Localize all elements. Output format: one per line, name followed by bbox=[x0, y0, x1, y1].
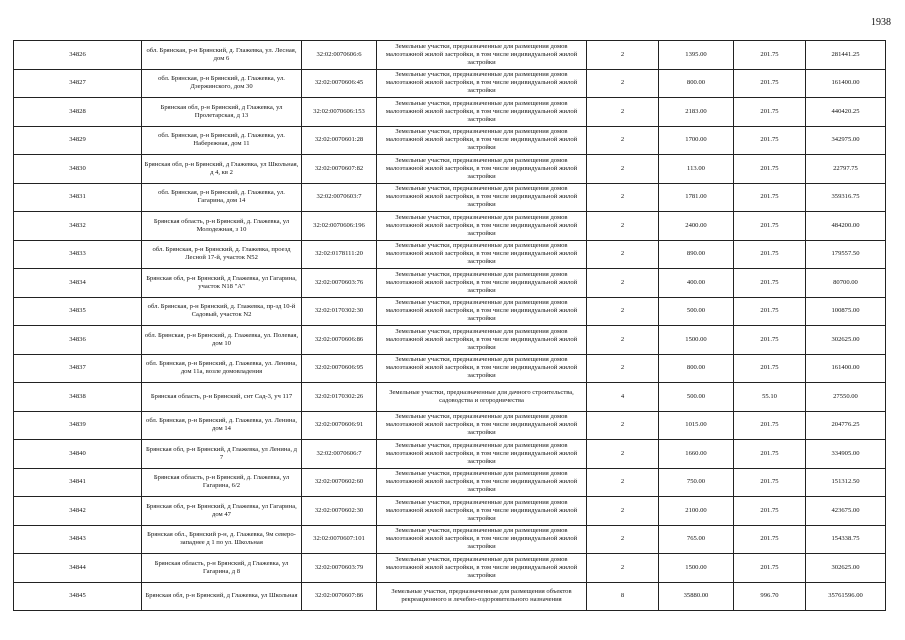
table-row bbox=[14, 326, 886, 355]
cadastral-value: 440420.25 bbox=[806, 98, 886, 127]
rate-cell: 201.75 bbox=[734, 269, 806, 298]
row-number: 34832 bbox=[14, 212, 142, 241]
group-number: 2 bbox=[587, 155, 659, 184]
land-use-cell: Земельные участки, предназначенные для размещения домов малоэтажной жилой застройки, в том числе индивидуальной жилой застройки bbox=[377, 126, 587, 155]
cadastral-number: 32:02:0070601:28 bbox=[302, 126, 377, 155]
address-cell: Брянская обл, р-н Брянский, д Глажевка, ул Школьная bbox=[142, 582, 302, 611]
table-row bbox=[14, 497, 886, 526]
address-cell: обл. Брянская, р-н Брянский, д. Глажевка, пр-зд 10-й Садовый, участок N2 bbox=[142, 297, 302, 326]
area-cell: 113.00 bbox=[659, 155, 734, 184]
row-number: 34835 bbox=[14, 297, 142, 326]
cadastral-value: 151312.50 bbox=[806, 468, 886, 497]
land-use-cell: Земельные участки, предназначенные для размещения домов малоэтажной жилой застройки, в том числе индивидуальной жилой застройки bbox=[377, 326, 587, 355]
row-number: 34839 bbox=[14, 411, 142, 440]
cadastral-value: 334905.00 bbox=[806, 440, 886, 469]
row-number: 34845 bbox=[14, 582, 142, 611]
area-cell: 1781.00 bbox=[659, 183, 734, 212]
table-row bbox=[14, 98, 886, 127]
row-number: 34833 bbox=[14, 240, 142, 269]
cadastral-value: 342975.00 bbox=[806, 126, 886, 155]
cadastral-value: 302625.00 bbox=[806, 326, 886, 355]
address-cell: обл. Брянская, р-н Брянский, д. Глажевка, ул. Дзержинского, дом 30 bbox=[142, 69, 302, 98]
cadastral-value: 100875.00 bbox=[806, 297, 886, 326]
land-use-cell: Земельные участки, предназначенные для дачного строительства, садоводства и огородничества bbox=[377, 383, 587, 412]
cadastral-value: 423675.00 bbox=[806, 497, 886, 526]
cadastral-number: 32:02:0070606:86 bbox=[302, 326, 377, 355]
group-number: 2 bbox=[587, 497, 659, 526]
group-number: 4 bbox=[587, 383, 659, 412]
address-cell: Брянская обл, р-н Брянский, д Глажевка, ул Пролетарская, д 13 bbox=[142, 98, 302, 127]
group-number: 2 bbox=[587, 468, 659, 497]
table-row bbox=[14, 411, 886, 440]
rate-cell: 201.75 bbox=[734, 440, 806, 469]
cadastral-value: 359316.75 bbox=[806, 183, 886, 212]
cadastral-value: 35761596.00 bbox=[806, 582, 886, 611]
area-cell: 1500.00 bbox=[659, 554, 734, 583]
rate-cell: 201.75 bbox=[734, 183, 806, 212]
land-use-cell: Земельные участки, предназначенные для размещения домов малоэтажной жилой застройки, в том числе индивидуальной жилой застройки bbox=[377, 297, 587, 326]
address-cell: Брянская обл, р-н Брянский, д Глажевка, ул Ленина, д 7 bbox=[142, 440, 302, 469]
land-use-cell: Земельные участки, предназначенные для размещения домов малоэтажной жилой застройки, в том числе индивидуальной жилой застройки bbox=[377, 440, 587, 469]
table-row bbox=[14, 554, 886, 583]
cadastral-number: 32:02:0070607:82 bbox=[302, 155, 377, 184]
area-cell: 800.00 bbox=[659, 354, 734, 383]
table-row bbox=[14, 468, 886, 497]
area-cell: 500.00 bbox=[659, 383, 734, 412]
land-use-cell: Земельные участки, предназначенные для размещения домов малоэтажной жилой застройки, в том числе индивидуальной жилой застройки bbox=[377, 497, 587, 526]
land-use-cell: Земельные участки, предназначенные для размещения домов малоэтажной жилой застройки, в том числе индивидуальной жилой застройки bbox=[377, 525, 587, 554]
group-number: 8 bbox=[587, 582, 659, 611]
cadastral-number: 32:02:0070606:153 bbox=[302, 98, 377, 127]
row-number: 34838 bbox=[14, 383, 142, 412]
cadastral-number: 32:02:0070603:7 bbox=[302, 183, 377, 212]
address-cell: Брянская область, р-н Брянский, д. Глажевка, ул Гагарина, 6/2 bbox=[142, 468, 302, 497]
row-number: 34826 bbox=[14, 41, 142, 70]
row-number: 34834 bbox=[14, 269, 142, 298]
table-row bbox=[14, 240, 886, 269]
rate-cell: 201.75 bbox=[734, 240, 806, 269]
address-cell: обл. Брянская, р-н Брянский, д. Глажевка, ул. Ленина, дом 11а, возле домовладения bbox=[142, 354, 302, 383]
group-number: 2 bbox=[587, 183, 659, 212]
group-number: 2 bbox=[587, 269, 659, 298]
rate-cell: 201.75 bbox=[734, 69, 806, 98]
address-cell: Брянская обл., Брянский р-н, д. Глажевка, 9м северо-западнее д 1 по ул. Школьная bbox=[142, 525, 302, 554]
row-number: 34841 bbox=[14, 468, 142, 497]
rate-cell: 201.75 bbox=[734, 411, 806, 440]
area-cell: 800.00 bbox=[659, 69, 734, 98]
land-use-cell: Земельные участки, предназначенные для размещения домов малоэтажной жилой застройки, в том числе индивидуальной жилой застройки bbox=[377, 155, 587, 184]
rate-cell: 996.70 bbox=[734, 582, 806, 611]
row-number: 34828 bbox=[14, 98, 142, 127]
rate-cell: 201.75 bbox=[734, 126, 806, 155]
address-cell: Брянская область, р-н Брянский, д Глажевка, ул Гагарина, д 8 bbox=[142, 554, 302, 583]
address-cell: обл. Брянская, р-н Брянский, д. Глажевка, ул. Ленина, дом 14 bbox=[142, 411, 302, 440]
rate-cell: 201.75 bbox=[734, 297, 806, 326]
area-cell: 1015.00 bbox=[659, 411, 734, 440]
cadastral-number: 32:02:0070607:101 bbox=[302, 525, 377, 554]
area-cell: 1395.00 bbox=[659, 41, 734, 70]
group-number: 2 bbox=[587, 354, 659, 383]
cadastral-number: 32:02:0070603:79 bbox=[302, 554, 377, 583]
group-number: 2 bbox=[587, 297, 659, 326]
group-number: 2 bbox=[587, 41, 659, 70]
cadastral-value: 179557.50 bbox=[806, 240, 886, 269]
group-number: 2 bbox=[587, 525, 659, 554]
table-row bbox=[14, 354, 886, 383]
rate-cell: 201.75 bbox=[734, 554, 806, 583]
area-cell: 2400.00 bbox=[659, 212, 734, 241]
cadastral-value: 161400.00 bbox=[806, 69, 886, 98]
area-cell: 2183.00 bbox=[659, 98, 734, 127]
cadastral-number: 32:02:0070603:76 bbox=[302, 269, 377, 298]
table-row bbox=[14, 183, 886, 212]
group-number: 2 bbox=[587, 240, 659, 269]
cadastral-value: 281441.25 bbox=[806, 41, 886, 70]
group-number: 2 bbox=[587, 69, 659, 98]
land-use-cell: Земельные участки, предназначенные для размещения объектов рекреационного и лечебно-оздоровительного назначения bbox=[377, 582, 587, 611]
cadastral-number: 32:02:0070606:196 bbox=[302, 212, 377, 241]
area-cell: 400.00 bbox=[659, 269, 734, 298]
rate-cell: 201.75 bbox=[734, 468, 806, 497]
address-cell: обл. Брянская, р-н Брянский, д. Глажевка, ул. Набережная, дом 11 bbox=[142, 126, 302, 155]
land-use-cell: Земельные участки, предназначенные для размещения домов малоэтажной жилой застройки, в том числе индивидуальной жилой застройки bbox=[377, 98, 587, 127]
group-number: 2 bbox=[587, 98, 659, 127]
land-use-cell: Земельные участки, предназначенные для размещения домов малоэтажной жилой застройки, в том числе индивидуальной жилой застройки bbox=[377, 269, 587, 298]
row-number: 34844 bbox=[14, 554, 142, 583]
land-use-cell: Земельные участки, предназначенные для размещения домов малоэтажной жилой застройки, в том числе индивидуальной жилой застройки bbox=[377, 411, 587, 440]
table-row bbox=[14, 440, 886, 469]
table-row bbox=[14, 41, 886, 70]
table-row bbox=[14, 69, 886, 98]
land-use-cell: Земельные участки, предназначенные для размещения домов малоэтажной жилой застройки, в том числе индивидуальной жилой застройки bbox=[377, 69, 587, 98]
area-cell: 2100.00 bbox=[659, 497, 734, 526]
rate-cell: 201.75 bbox=[734, 326, 806, 355]
row-number: 34830 bbox=[14, 155, 142, 184]
address-cell: Брянская обл, р-н Брянский, д Глажевка, ул Школьная, д 4, кв 2 bbox=[142, 155, 302, 184]
area-cell: 500.00 bbox=[659, 297, 734, 326]
row-number: 34843 bbox=[14, 525, 142, 554]
row-number: 34829 bbox=[14, 126, 142, 155]
rate-cell: 201.75 bbox=[734, 525, 806, 554]
row-number: 34836 bbox=[14, 326, 142, 355]
address-cell: обл. Брянская, р-н Брянский, д. Глажевка, ул. Полевая, дом 10 bbox=[142, 326, 302, 355]
cadastral-value: 161400.00 bbox=[806, 354, 886, 383]
group-number: 2 bbox=[587, 126, 659, 155]
address-cell: Брянская обл, р-н Брянский, д Глажевка, ул Гагарина, участок N18 "А" bbox=[142, 269, 302, 298]
group-number: 2 bbox=[587, 326, 659, 355]
address-cell: обл. Брянская, р-н Брянский, д. Глажевка, ул. Гагарина, дом 14 bbox=[142, 183, 302, 212]
cadastral-value: 154338.75 bbox=[806, 525, 886, 554]
cadastral-value: 302625.00 bbox=[806, 554, 886, 583]
cadastral-number: 32:02:0070606:45 bbox=[302, 69, 377, 98]
rate-cell: 201.75 bbox=[734, 212, 806, 241]
area-cell: 750.00 bbox=[659, 468, 734, 497]
land-use-cell: Земельные участки, предназначенные для размещения домов малоэтажной жилой застройки, в том числе индивидуальной жилой застройки bbox=[377, 554, 587, 583]
cadastral-number: 32:02:0170302:26 bbox=[302, 383, 377, 412]
table-row bbox=[14, 269, 886, 298]
cadastral-number: 32:02:0070606:6 bbox=[302, 41, 377, 70]
row-number: 34837 bbox=[14, 354, 142, 383]
land-registry-table bbox=[13, 40, 886, 611]
group-number: 2 bbox=[587, 411, 659, 440]
cadastral-number: 32:02:0070607:86 bbox=[302, 582, 377, 611]
cadastral-number: 32:02:0070606:7 bbox=[302, 440, 377, 469]
land-use-cell: Земельные участки, предназначенные для размещения домов малоэтажной жилой застройки, в том числе индивидуальной жилой застройки bbox=[377, 468, 587, 497]
rate-cell: 201.75 bbox=[734, 497, 806, 526]
cadastral-number: 32:02:0178111:20 bbox=[302, 240, 377, 269]
row-number: 34827 bbox=[14, 69, 142, 98]
table-row bbox=[14, 297, 886, 326]
land-use-cell: Земельные участки, предназначенные для размещения домов малоэтажной жилой застройки, в том числе индивидуальной жилой застройки bbox=[377, 212, 587, 241]
area-cell: 1700.00 bbox=[659, 126, 734, 155]
row-number: 34831 bbox=[14, 183, 142, 212]
address-cell: обл. Брянская, р-н Брянский, д. Глажевка, проезд Лесной 17-й, участок N52 bbox=[142, 240, 302, 269]
area-cell: 890.00 bbox=[659, 240, 734, 269]
cadastral-value: 80700.00 bbox=[806, 269, 886, 298]
cadastral-value: 204776.25 bbox=[806, 411, 886, 440]
table-row bbox=[14, 525, 886, 554]
cadastral-value: 27550.00 bbox=[806, 383, 886, 412]
row-number: 34842 bbox=[14, 497, 142, 526]
land-use-cell: Земельные участки, предназначенные для размещения домов малоэтажной жилой застройки, в том числе индивидуальной жилой застройки bbox=[377, 41, 587, 70]
address-cell: Брянская обл, р-н Брянский, д Глажевка, ул Гагарина, дом 47 bbox=[142, 497, 302, 526]
table-row bbox=[14, 212, 886, 241]
row-number: 34840 bbox=[14, 440, 142, 469]
table-row bbox=[14, 582, 886, 611]
land-use-cell: Земельные участки, предназначенные для размещения домов малоэтажной жилой застройки, в том числе индивидуальной жилой застройки bbox=[377, 354, 587, 383]
cadastral-number: 32:02:0070606:95 bbox=[302, 354, 377, 383]
land-use-cell: Земельные участки, предназначенные для размещения домов малоэтажной жилой застройки, в том числе индивидуальной жилой застройки bbox=[377, 240, 587, 269]
area-cell: 35880.00 bbox=[659, 582, 734, 611]
area-cell: 765.00 bbox=[659, 525, 734, 554]
cadastral-value: 22797.75 bbox=[806, 155, 886, 184]
table-row bbox=[14, 155, 886, 184]
cadastral-number: 32:02:0170302:30 bbox=[302, 297, 377, 326]
rate-cell: 55.10 bbox=[734, 383, 806, 412]
rate-cell: 201.75 bbox=[734, 155, 806, 184]
cadastral-number: 32:02:0070602:30 bbox=[302, 497, 377, 526]
cadastral-number: 32:02:0070606:91 bbox=[302, 411, 377, 440]
rate-cell: 201.75 bbox=[734, 98, 806, 127]
group-number: 2 bbox=[587, 212, 659, 241]
address-cell: обл. Брянская, р-н Брянский, д. Глажевка, ул. Лесная, дом 6 bbox=[142, 41, 302, 70]
area-cell: 1660.00 bbox=[659, 440, 734, 469]
group-number: 2 bbox=[587, 554, 659, 583]
address-cell: Брянская область, р-н Брянский, д. Глажевка, ул Молодежная, з 10 bbox=[142, 212, 302, 241]
page-number: 1938 bbox=[871, 17, 891, 28]
area-cell: 1500.00 bbox=[659, 326, 734, 355]
group-number: 2 bbox=[587, 440, 659, 469]
cadastral-value: 484200.00 bbox=[806, 212, 886, 241]
address-cell: Брянская область, р-н Брянский, снт Сад-3, уч 117 bbox=[142, 383, 302, 412]
cadastral-number: 32:02:0070602:60 bbox=[302, 468, 377, 497]
rate-cell: 201.75 bbox=[734, 41, 806, 70]
land-use-cell: Земельные участки, предназначенные для размещения домов малоэтажной жилой застройки, в том числе индивидуальной жилой застройки bbox=[377, 183, 587, 212]
table-row bbox=[14, 383, 886, 412]
rate-cell: 201.75 bbox=[734, 354, 806, 383]
table-row bbox=[14, 126, 886, 155]
